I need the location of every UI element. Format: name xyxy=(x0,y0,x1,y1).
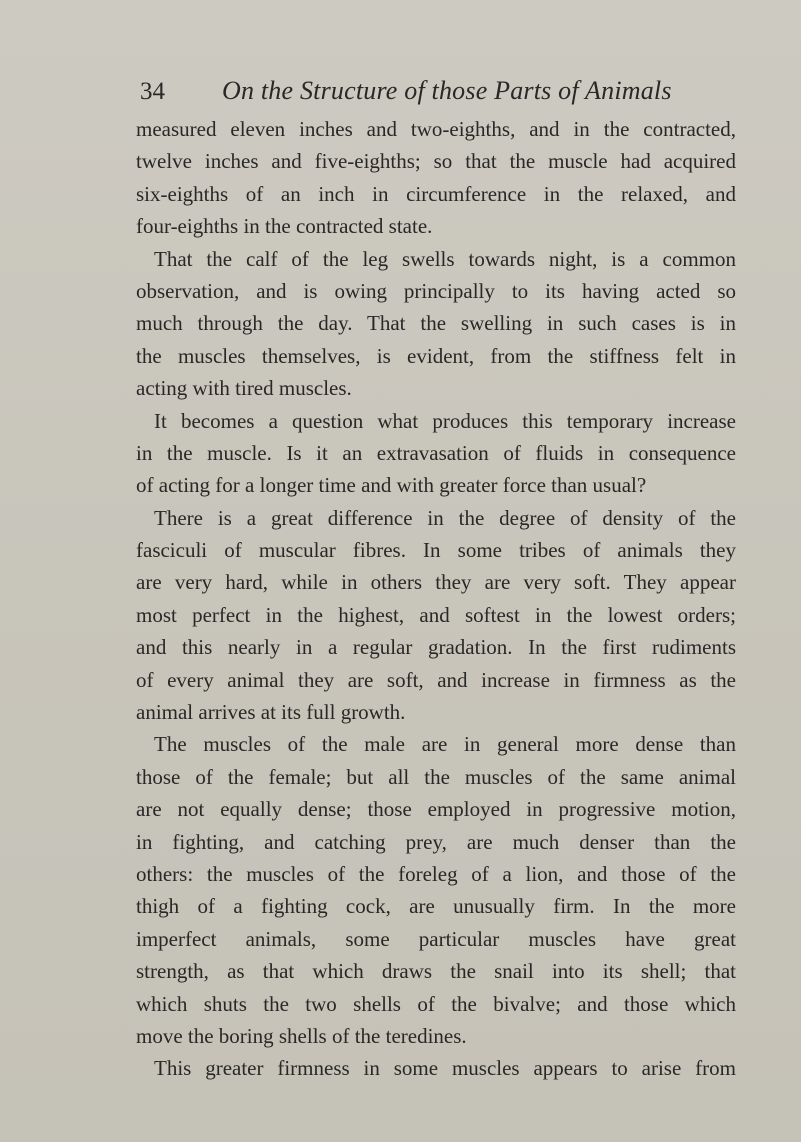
text-line: There is a great difference in the degree of density of the xyxy=(154,505,736,530)
text-line: observation, and is owing principally to its having acted so xyxy=(136,278,736,303)
text-line: the muscles themselves, is evident, from the stiffness felt in xyxy=(136,343,736,368)
text-line: measured eleven inches and two-eighths, and in the contracted, xyxy=(136,117,736,141)
text-line: of acting for a longer time and with greater force than usual? xyxy=(136,473,647,498)
text-line: thigh of a fighting cock, are unusually firm. In the more xyxy=(136,894,736,919)
body-text xyxy=(136,113,736,1085)
text-line: in the muscle. Is it an extravasation of fluids in consequence xyxy=(136,440,736,465)
text-line: those of the female; but all the muscles of the same animal xyxy=(136,764,736,789)
text-line: twelve inches and five-eighths; so that the muscle had acquired xyxy=(136,149,736,174)
text-line: are very hard, while in others they are very soft. They appear xyxy=(136,570,736,595)
text-line: That the calf of the leg swells towards night, is a common xyxy=(154,246,736,271)
text-line: imperfect animals, some particular muscles have great xyxy=(136,926,736,951)
text-line: and this nearly in a regular gradation. In the first rudiments xyxy=(136,635,736,660)
text-line: six-eighths of an inch in circumference in the relaxed, and xyxy=(136,181,736,206)
running-head xyxy=(140,72,770,112)
text-line: much through the day. That the swelling in such cases is in xyxy=(136,311,736,336)
text-line: It becomes a question what produces this temporary increase xyxy=(154,408,736,433)
text-line: which shuts the two shells of the bivalve; and those which xyxy=(136,991,736,1016)
text-line: four-eighths in the contracted state. xyxy=(136,214,433,239)
text-line: in fighting, and catching prey, are much denser than the xyxy=(136,829,736,854)
text-line: most perfect in the highest, and softest in the lowest orders; xyxy=(136,602,736,627)
text-line: of every animal they are soft, and increase in firmness as the xyxy=(136,667,736,692)
running-title: On the Structure of those Parts of Animals xyxy=(222,76,672,105)
text-line: This greater firmness in some muscles appears to arise from xyxy=(154,1056,736,1081)
page-number: 34 xyxy=(140,78,165,105)
text-line: are not equally dense; those employed in progressive motion, xyxy=(136,797,736,822)
text-line: others: the muscles of the foreleg of a lion, and those of the xyxy=(136,861,736,886)
text-line: acting with tired muscles. xyxy=(136,376,352,401)
text-line: animal arrives at its full growth. xyxy=(136,700,406,725)
text-line: move the boring shells of the teredines. xyxy=(136,1023,467,1048)
text-line: strength, as that which draws the snail into its shell; that xyxy=(136,959,736,984)
text-line: fasciculi of muscular fibres. In some tribes of animals they xyxy=(136,538,736,563)
text-line: The muscles of the male are in general more dense than xyxy=(154,732,736,757)
